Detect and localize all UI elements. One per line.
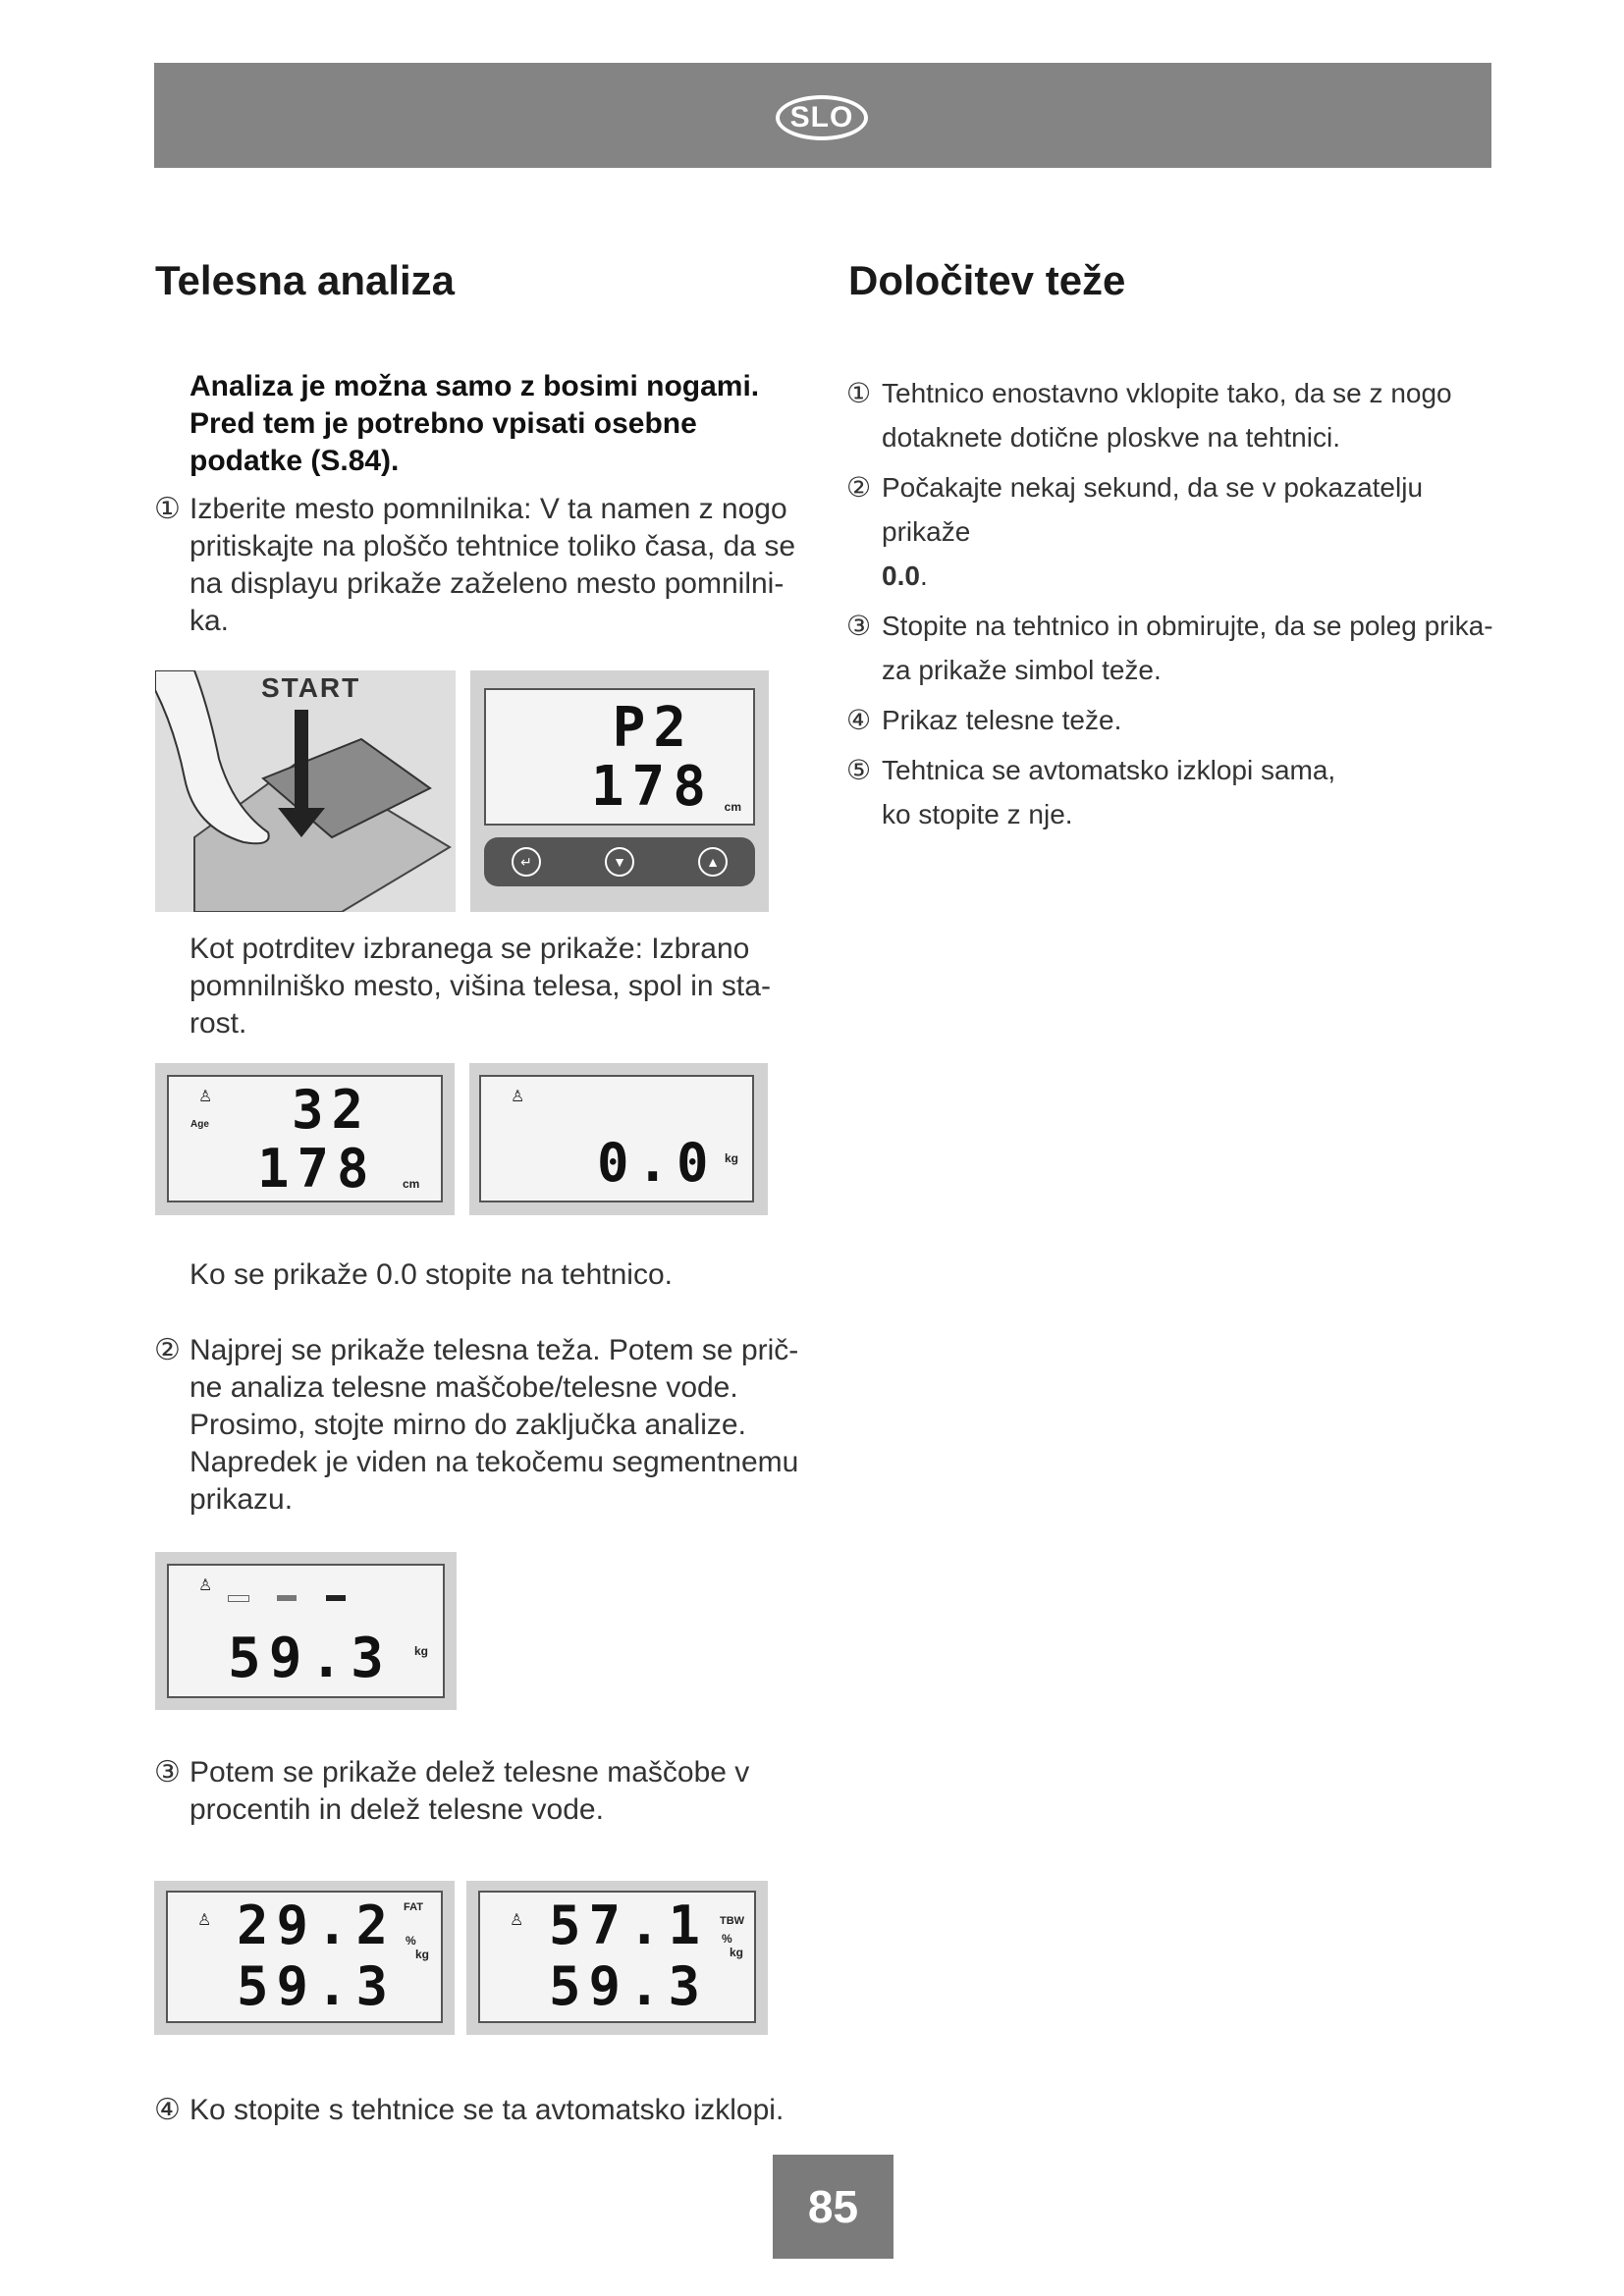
weight-step-1 (846, 371, 1504, 459)
down-button-icon[interactable]: ▼ (605, 847, 634, 877)
scale-start-illustration (155, 670, 456, 912)
progress-segment-3 (326, 1595, 346, 1601)
step-1 (154, 491, 802, 640)
confirm-text: Kot potrditev izbranega se prikaže: Izbrano pomnilniško mesto, višina telesa, spol in sta-rost. (189, 933, 771, 1040)
weight-step-4 (846, 698, 1504, 742)
weight-step-4-number: ④ (846, 705, 872, 735)
weight-step-3-text: Stopite na tehtnico in obmirujte, da se poleg prika-za prikaže simbol teže. (882, 611, 1493, 685)
foot-on-scale-icon (155, 670, 456, 912)
page-number: 85 (773, 2155, 893, 2259)
intro-line-1: Analiza je možna samo z bosimi nogami. (189, 370, 760, 402)
lcd-screen-4 (167, 1564, 445, 1698)
step-4-text: Ko stopite s tehtnice se ta avtomatsko izklopi. (189, 2094, 785, 2126)
display-weight (155, 1552, 457, 1710)
person-icon: ♙ (198, 1089, 213, 1105)
left-section-title: Telesna analiza (155, 257, 456, 303)
step-2-number: ② (154, 1334, 181, 1366)
lcd-height-value-2: 178 (257, 1138, 377, 1200)
lcd-screen-6 (478, 1891, 756, 2023)
lcd-unit-kg-2: kg (414, 1644, 429, 1658)
weight-step-2-number: ② (846, 472, 872, 503)
step-1-text: Izberite mesto pomnilnika: V ta namen z nogo pritiskajte na ploščo tehtnice toliko časa, da se na displayu prikaže zaželeno mesto pomnilni-ka. (189, 493, 796, 637)
intro-line-3: podatke (S.84). (189, 445, 400, 477)
person-icon: ♙ (510, 1912, 524, 1929)
lcd-age-label: Age (190, 1119, 209, 1130)
person-icon: ♙ (198, 1577, 213, 1594)
step-3-text: Potem se prikaže delež telesne maščobe v procentih in delež telesne vode. (189, 1756, 750, 1826)
weight-step-5-number: ⑤ (846, 755, 872, 785)
display-memory-select (470, 670, 769, 912)
lcd-memory-value: P2 (612, 696, 694, 760)
display-fat (154, 1881, 455, 2035)
weight-step-1-text: Tehtnico enostavno vklopite tako, da se z nogo dotaknete dotične ploskve na tehtnici. (882, 378, 1452, 453)
weight-steps-list (846, 371, 1504, 836)
enter-button-icon[interactable]: ↵ (512, 847, 541, 877)
lcd-tbw-label: TBW (720, 1915, 745, 1927)
lcd-unit-kg-4: kg (730, 1946, 744, 1959)
display-age-height (155, 1063, 455, 1215)
step-on-text: Ko se prikaže 0.0 stopite na tehtnico. (189, 1258, 673, 1291)
weight-step-2-text: Počakajte nekaj sekund, da se v pokazatelju prikaže (882, 472, 1424, 547)
step-4 (154, 2092, 841, 2129)
lcd-unit-kg: kg (725, 1151, 739, 1165)
lcd-unit-cm: cm (724, 800, 741, 814)
person-icon: ♙ (197, 1912, 212, 1929)
step-3-number: ③ (154, 1756, 181, 1789)
lcd-unit-cm-2: cm (403, 1177, 420, 1191)
weight-step-5 (846, 748, 1353, 836)
weight-step-3 (846, 604, 1504, 692)
intro-note (189, 368, 798, 480)
scale-button-row (484, 837, 755, 886)
lcd-height-value: 178 (590, 755, 714, 819)
lcd-screen-5 (166, 1891, 443, 2023)
progress-segment-1 (228, 1595, 249, 1602)
up-button-icon[interactable]: ▲ (698, 847, 728, 877)
lcd-fat-weight-value: 59.3 (237, 1955, 397, 2017)
lcd-fat-label: FAT (404, 1901, 423, 1913)
step-1-number: ① (154, 493, 181, 525)
weight-step-3-number: ③ (846, 611, 872, 641)
lcd-water-weight-value: 59.3 (549, 1955, 709, 2017)
start-label: START (261, 672, 361, 703)
right-section-title: Določitev teže (848, 257, 1126, 303)
step-2-text: Najprej se prikaže telesna teža. Potem se prič-ne analiza telesne maščobe/telesne vode. Prosimo, stojte mirno do zaključka analize. Napredek je viden na tekočemu segmentnemu prikazu. (189, 1334, 799, 1516)
lcd-unit-kg-3: kg (415, 1948, 430, 1961)
weight-step-2-suffix: . (919, 561, 928, 591)
display-zero (469, 1063, 768, 1215)
lcd-zero-value: 0.0 (597, 1132, 717, 1194)
weight-step-5-text: Tehtnica se avtomatsko izklopi sama, ko stopite z nje. (882, 755, 1336, 829)
lcd-fat-value: 29.2 (237, 1895, 397, 1956)
weight-step-4-text: Prikaz telesne teže. (882, 705, 1122, 735)
lcd-water-value: 57.1 (549, 1895, 709, 1956)
weight-step-2-value: 0.0 (882, 561, 920, 591)
lcd-screen-2 (167, 1075, 443, 1202)
lcd-unit-percent-2: % (722, 1932, 732, 1946)
step-4-number: ④ (154, 2094, 181, 2126)
person-icon: ♙ (511, 1089, 525, 1105)
weight-step-1-number: ① (846, 378, 872, 408)
step-3 (154, 1754, 802, 1829)
lcd-screen-3 (479, 1075, 754, 1202)
weight-step-2 (846, 465, 1504, 598)
step-2 (154, 1332, 802, 1519)
lcd-age-value: 32 (292, 1079, 372, 1141)
language-badge: SLO (776, 95, 868, 140)
lcd-weight-value: 59.3 (228, 1627, 392, 1690)
display-water (466, 1881, 768, 2035)
progress-segment-2 (277, 1595, 297, 1601)
intro-line-2: Pred tem je potrebno vpisati osebne (189, 407, 697, 440)
lcd-unit-percent: % (406, 1934, 416, 1948)
lcd-screen-1 (484, 688, 755, 826)
